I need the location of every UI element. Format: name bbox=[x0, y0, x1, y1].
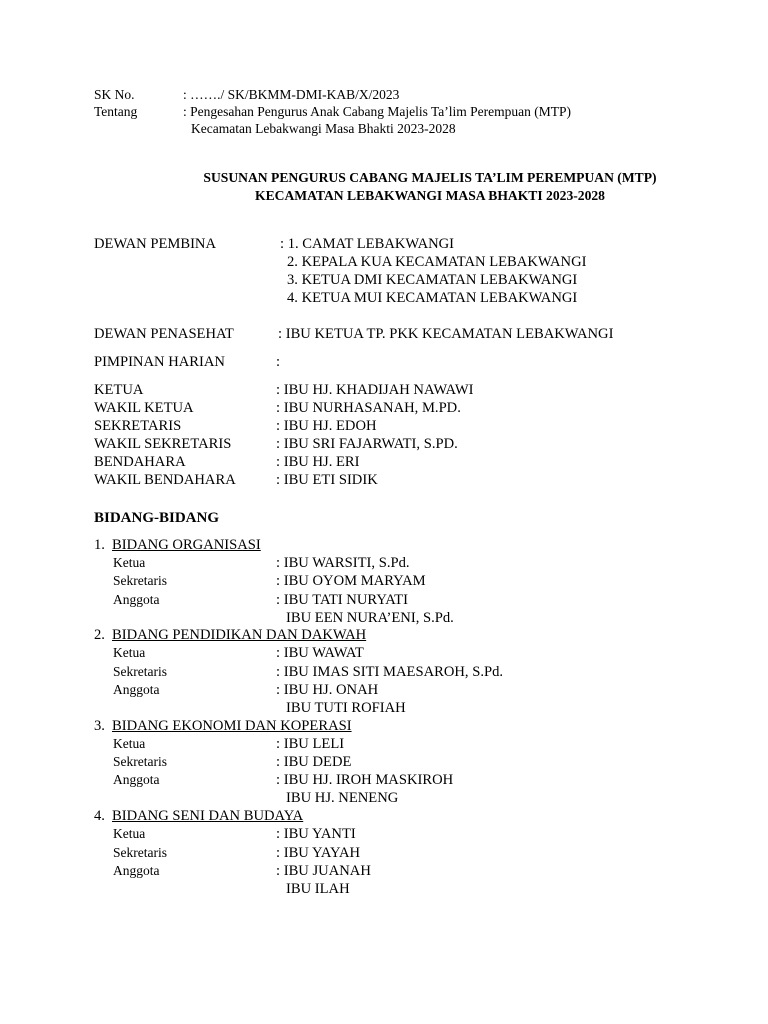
bidang-title: BIDANG ORGANISASI bbox=[112, 537, 261, 553]
bidang-role: Ketua bbox=[113, 826, 146, 841]
bidang-number: 1. bbox=[94, 537, 105, 553]
bidang-number: 2. bbox=[94, 627, 105, 643]
pimpinan-role: BENDAHARA bbox=[94, 454, 186, 470]
bidang-number: 3. bbox=[94, 718, 105, 734]
pimpinan-role: KETUA bbox=[94, 382, 144, 398]
bidang-role: Sekretaris bbox=[113, 845, 167, 860]
bidang-member: : IBU WAWAT bbox=[276, 645, 364, 661]
bidang-role: Sekretaris bbox=[113, 754, 167, 769]
bidang-member: : IBU JUANAH bbox=[276, 863, 371, 879]
dewan-pembina-label: DEWAN PEMBINA bbox=[94, 236, 217, 252]
bidang-role: Anggota bbox=[113, 772, 160, 787]
bidang-member: : IBU YAYAH bbox=[276, 845, 361, 861]
subject-label: Tentang bbox=[94, 104, 138, 119]
bidang-member: : IBU HJ. IROH MASKIROH bbox=[276, 772, 454, 788]
bidang-member: IBU HJ. NENENG bbox=[286, 790, 399, 806]
bidang-member: IBU TUTI ROFIAH bbox=[286, 700, 406, 716]
bidang-member: : IBU WARSITI, S.Pd. bbox=[276, 555, 410, 571]
pimpinan-role: SEKRETARIS bbox=[94, 418, 182, 434]
bidang-member: IBU ILAH bbox=[286, 881, 350, 897]
pimpinan-name: : IBU HJ. ERI bbox=[276, 454, 360, 470]
pimpinan-harian-colon: : bbox=[276, 354, 281, 370]
pimpinan-name: : IBU ETI SIDIK bbox=[276, 472, 378, 488]
bidang-role: Anggota bbox=[113, 592, 160, 607]
bidang-title: BIDANG EKONOMI DAN KOPERASI bbox=[112, 718, 352, 734]
pimpinan-role: WAKIL BENDAHARA bbox=[94, 472, 236, 488]
pimpinan-name: : IBU SRI FAJARWATI, S.PD. bbox=[276, 436, 458, 452]
bidang-role: Sekretaris bbox=[113, 573, 167, 588]
bidang-role: Ketua bbox=[113, 645, 146, 660]
dewan-pembina-item: 2. KEPALA KUA KECAMATAN LEBAKWANGI bbox=[287, 254, 587, 270]
bidang-member: IBU EEN NURA’ENI, S.Pd. bbox=[286, 610, 454, 626]
bidang-role: Anggota bbox=[113, 863, 160, 878]
bidang-member: : IBU LELI bbox=[276, 736, 345, 752]
bidang-member: : IBU DEDE bbox=[276, 754, 352, 770]
dewan-penasehat-value: : IBU KETUA TP. PKK KECAMATAN LEBAKWANGI bbox=[278, 326, 614, 342]
dewan-pembina-item: 4. KETUA MUI KECAMATAN LEBAKWANGI bbox=[287, 290, 578, 306]
document-title-line-2: KECAMATAN LEBAKWANGI MASA BHAKTI 2023-2028 bbox=[255, 188, 605, 203]
bidang-title: BIDANG SENI DAN BUDAYA bbox=[112, 808, 304, 824]
dewan-pembina-item: 3. KETUA DMI KECAMATAN LEBAKWANGI bbox=[287, 272, 578, 288]
bidang-member: : IBU OYOM MARYAM bbox=[276, 573, 426, 589]
pimpinan-role: WAKIL KETUA bbox=[94, 400, 194, 416]
bidang-number: 4. bbox=[94, 808, 105, 824]
dewan-penasehat-label: DEWAN PENASEHAT bbox=[94, 326, 234, 342]
dewan-pembina-item: : 1. CAMAT LEBAKWANGI bbox=[280, 236, 455, 252]
pimpinan-harian-label: PIMPINAN HARIAN bbox=[94, 354, 225, 370]
sk-number-label: SK No. bbox=[94, 87, 135, 102]
subject-value-line-1: : Pengesahan Pengurus Anak Cabang Majelis Ta’lim Perempuan (MTP) bbox=[183, 104, 571, 119]
bidang-role: Ketua bbox=[113, 555, 146, 570]
document-title-line-1: SUSUNAN PENGURUS CABANG MAJELIS TA’LIM PEREMPUAN (MTP) bbox=[203, 170, 657, 185]
sk-number-value: : ……./ SK/BKMM-DMI-KAB/X/2023 bbox=[183, 87, 400, 102]
bidang-role: Sekretaris bbox=[113, 664, 167, 679]
bidang-title: BIDANG PENDIDIKAN DAN DAKWAH bbox=[112, 627, 367, 643]
bidang-role: Ketua bbox=[113, 736, 146, 751]
subject-value-line-2: Kecamatan Lebakwangi Masa Bhakti 2023-2028 bbox=[191, 121, 456, 136]
bidang-member: : IBU IMAS SITI MAESAROH, S.Pd. bbox=[276, 664, 504, 680]
bidang-heading: BIDANG-BIDANG bbox=[94, 510, 220, 526]
pimpinan-role: WAKIL SEKRETARIS bbox=[94, 436, 232, 452]
bidang-role: Anggota bbox=[113, 682, 160, 697]
bidang-member: : IBU HJ. ONAH bbox=[276, 682, 379, 698]
pimpinan-name: : IBU NURHASANAH, M.PD. bbox=[276, 400, 461, 416]
pimpinan-name: : IBU HJ. EDOH bbox=[276, 418, 377, 434]
bidang-member: : IBU YANTI bbox=[276, 826, 356, 842]
bidang-member: : IBU TATI NURYATI bbox=[276, 592, 408, 608]
pimpinan-name: : IBU HJ. KHADIJAH NAWAWI bbox=[276, 382, 474, 398]
